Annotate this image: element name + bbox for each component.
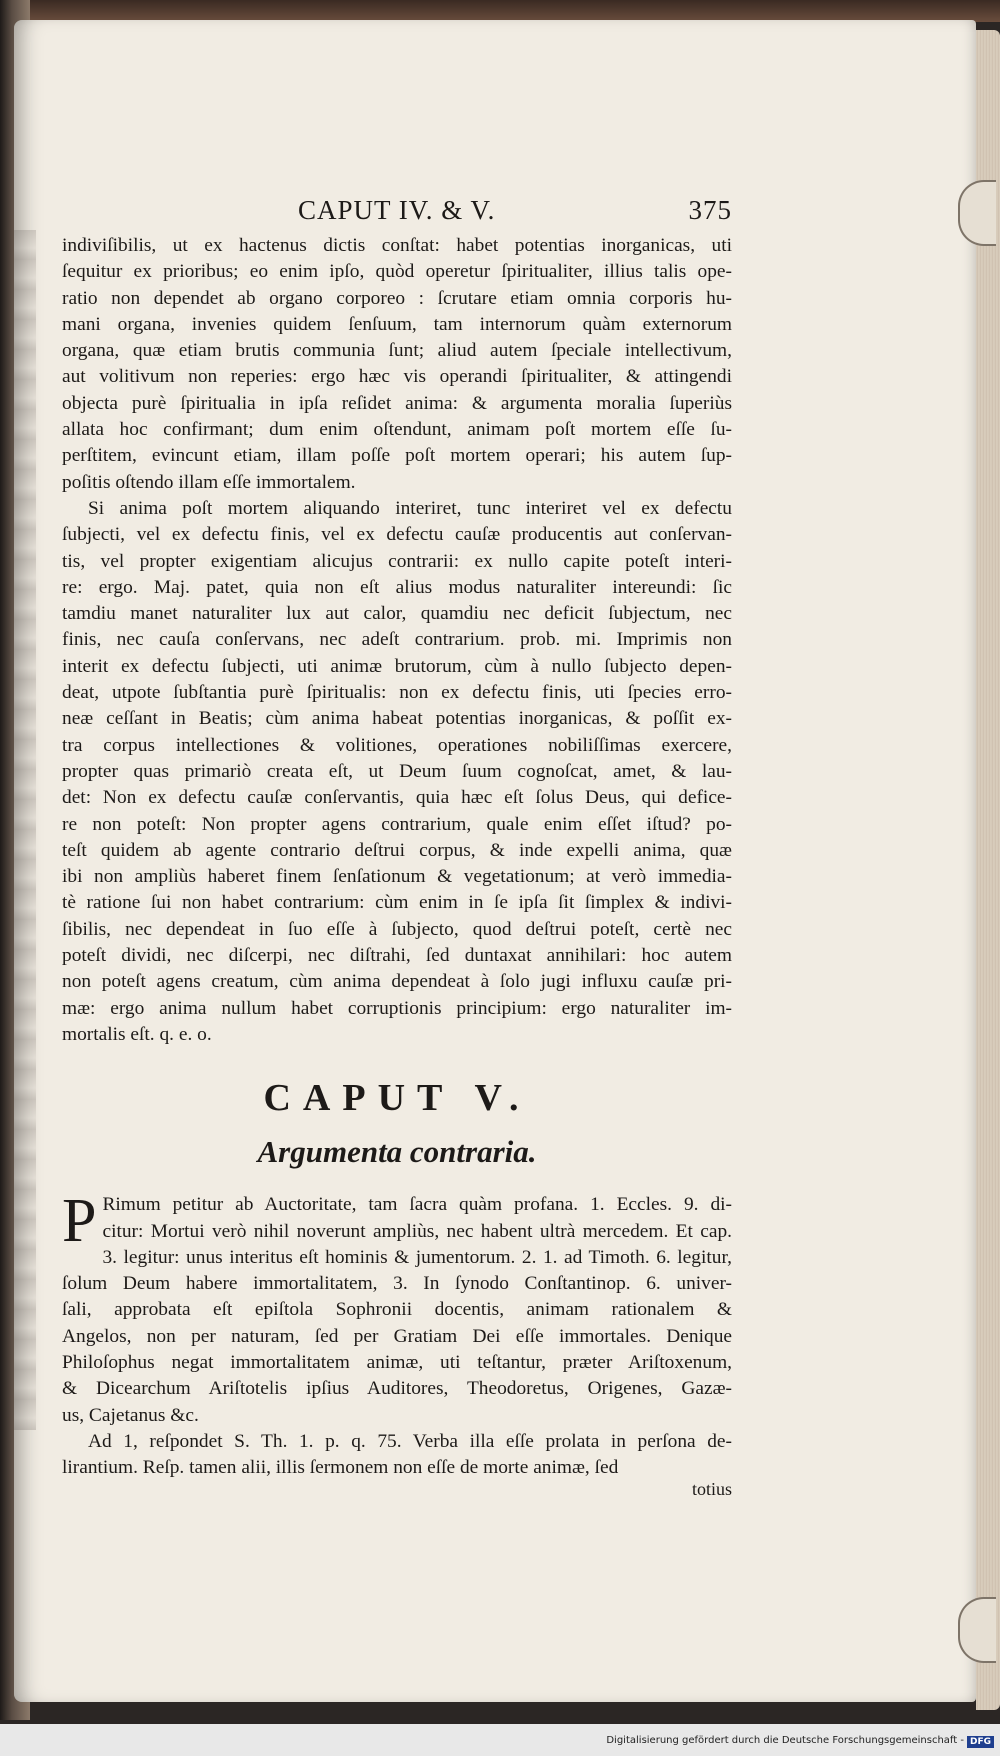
text-line: tè ratione ſui non habet contrarium: cùm enim in ſe ipſa ſit ſimplex & indivi- [62,892,732,914]
text-line: mortalis eſt. q. e. o. [62,1023,212,1045]
text-line: organa, quæ etiam brutis communia ſunt; aliud autem ſpeciale intellectivum, [62,340,732,362]
text-line: us, Cajetanus &c. [62,1404,199,1426]
text-line: non poteſt agens creatum, cùm anima dependeat à ſolo jugi influxu cauſæ pri- [62,971,732,993]
paragraph-3 [62,1187,732,1429]
text-line: ratio non dependet ab organo corporeo : ſcrutare etiam omnia corporis hu- [62,287,732,309]
text-line: 3. legitur: unus interitus eſt hominis & jumentorum. 2. 1. ad Timoth. 6. legitur, [102,1246,732,1268]
clasp-tab-top [958,180,996,246]
text-line: tra corpus intellectiones & volitiones, operationes nobiliſſimas exercere, [62,734,732,756]
chapter-heading: CAPUT V. [263,1077,531,1120]
page-number: 375 [688,195,732,225]
running-head [62,195,732,233]
text-line: Si anima poſt mortem aliquando interiret, tunc interiret vel ex defectu [88,497,732,519]
text-line: indiviſibilis, ut ex hactenus dictis conſtat: habet potentias inorganicas, uti [62,235,732,256]
text-line: deat, utpote ſubſtantia purè ſpiritualis: non ex defectu finis, uti ſpecies erro- [62,682,732,704]
text-line: re non poteſt: Non propter agens contrarium, quale enim eſſet iſtud? po- [62,813,732,835]
catchword: totius [691,1479,732,1500]
text-line: ſali, approbata eſt epiſtola Sophronii docentis, animam rationalem & [62,1299,732,1321]
text-line: poteſt dividi, nec diſcerpi, nec diſtrahi, ſed duntaxat annihilari: hoc autem [62,945,732,967]
text-line: Rimum petitur ab Auctoritate, tam ſacra quàm profana. 1. Eccles. 9. di- [102,1194,732,1216]
text-line: det: Non ex defectu cauſæ conſervantis, quia hæc eſt ſolus Deus, qui defice- [62,787,732,809]
dfg-logo: DFG [967,1736,994,1748]
drop-capital: P [62,1187,97,1256]
text-line: lirantium. Reſp. tamen alii, illis ſermonem non eſſe de morte animæ, ſed [62,1457,619,1479]
paragraph-2 [62,496,732,1048]
page-text [62,195,732,1500]
text-line: Ad 1, reſpondet S. Th. 1. p. q. 75. Verba illa eſſe prolata in perſona de- [88,1430,732,1452]
page-edges [976,30,1000,1710]
text-line: Philoſophus negat immortalitatem animæ, uti teſtantur, præter Ariſtoxenum, [62,1351,732,1373]
text-line: re: ergo. Maj. patet, quia non eſt alius modus naturaliter intereundi: ſic [62,576,732,598]
running-head-title: CAPUT IV. & V. [298,195,496,225]
chapter-subtitle: Argumenta contraria. [257,1134,537,1170]
text-line: aut volitivum non reperies: ergo hæc vis operandi ſpiritualiter, & attingendi [62,366,732,388]
paragraph-4 [62,1429,732,1482]
text-line: objecta purè ſpiritualia in ipſa reſidet anima: & argumenta moralia ſuperiùs [62,392,732,414]
text-line: mani organa, invenies quidem ſenſuum, tam internorum quàm externorum [62,313,732,335]
text-line: tis, vel propter exigentiam alicujus contrarii: ex nullo capite poteſt interi- [62,550,732,572]
text-line: ſibilis, nec dependeat in ſuo eſſe à ſubjecto, quod deſtrui poteſt, certè nec [62,918,732,940]
text-line: ſolum Deum habere immortalitatem, 3. In ſynodo Conſtantinop. 6. univer- [62,1273,732,1295]
show-through-text [14,230,36,1430]
book-top-edge [0,0,1000,22]
text-line: tamdiu manet naturaliter lux aut calor, quamdiu nec deficit ſubjectum, nec [62,603,732,625]
text-line: ibi non ampliùs haberet finem ſenſationum & vegetationum; at verò immedia- [62,866,732,888]
footer-credit: Digitalisierung gefördert durch die Deutsche Forschungsgemeinschaft - [606,1735,964,1746]
text-line: allata hoc confirmant; dum enim oſtendunt, animam poſt mortem eſſe ſu- [62,419,732,441]
text-line: & Dicearchum Ariſtotelis ipſius Auditores, Theodoretus, Origenes, Gazæ- [62,1378,732,1400]
text-line: ſequitur ex prioribus; eo enim ipſo, quòd operetur ſpiritualiter, illius talis ope- [62,261,732,283]
text-line: poſitis oſtendo illam eſſe immortalem. [62,471,356,493]
text-line: neæ ceſſant in Beatis; cùm anima habeat potentias inorganicas, & poſſit ex- [62,708,732,730]
text-line: propter quas primariò creata eſt, ut Deum ſuum cognoſcat, amet, & lau- [62,760,732,782]
text-line: interit ex defectu ſubjecti, uti animæ brutorum, cùm à nullo ſubjecto depen- [62,655,732,677]
footer-bar [0,1724,1000,1756]
clasp-tab-bottom [958,1597,996,1663]
text-line: perſtitem, evincunt etiam, illam poſſe poſt mortem operari; his autem ſup- [62,445,732,467]
paragraph-1 [62,233,732,496]
text-line: finis, nec cauſa conſervans, nec adeſt contrarium. prob. mi. Imprimis non [62,629,732,651]
text-line: citur: Mortui verò nihil noverunt ampliùs, nec habent ultrà mercedem. Et cap. [102,1220,732,1242]
text-line: Angelos, non per naturam, ſed per Gratiam Dei eſſe immortales. Denique [62,1325,732,1347]
text-line: ſubjecti, vel ex defectu finis, vel ex defectu cauſæ producentis aut conſervan- [62,524,732,546]
text-line: mæ: ergo anima nullum habet corruptionis principium: ergo naturaliter im- [62,997,732,1019]
text-line: teſt quidem ab agente contrario deſtrui corpus, & inde expelli anima, quæ [62,839,732,861]
